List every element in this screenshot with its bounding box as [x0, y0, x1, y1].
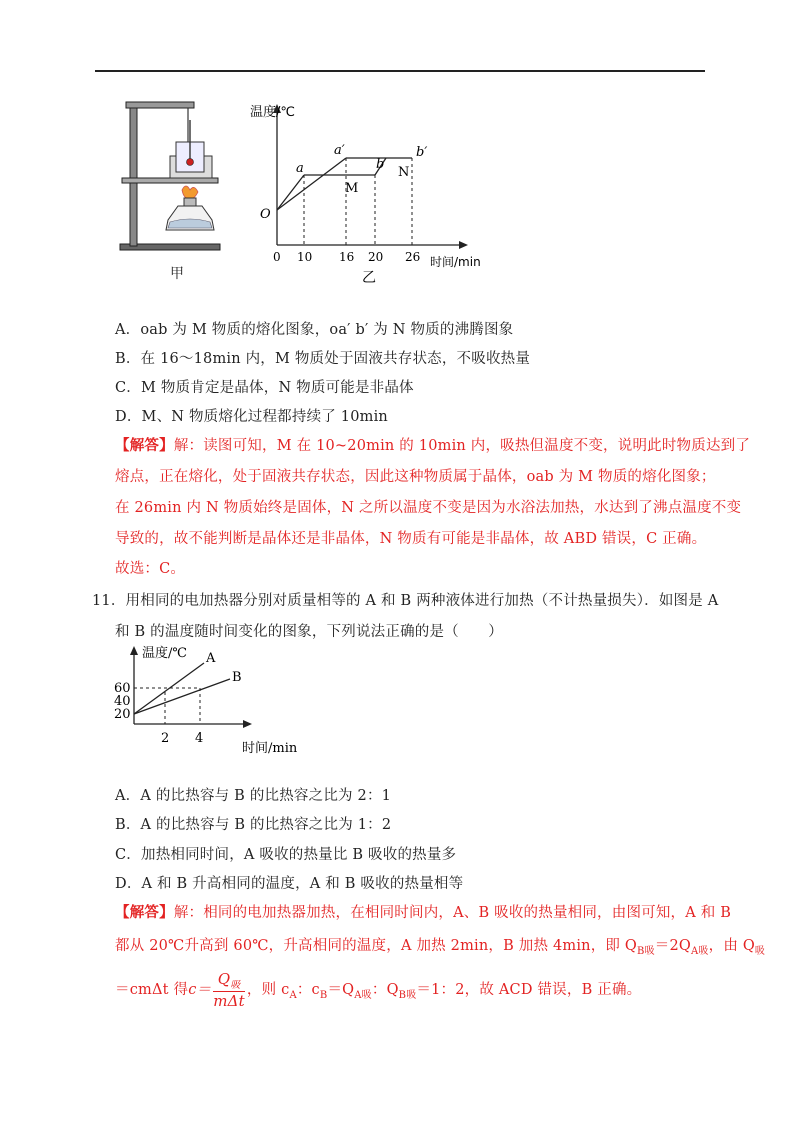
q11-stem-line-2: 和 B 的温度随时间变化的图象，下列说法正确的是（ ）: [115, 624, 503, 640]
q10-answer-line-1: [115, 434, 750, 455]
q11-y-tick-20: 20: [114, 707, 131, 722]
q11-sub-b-absorb: B吸: [637, 945, 655, 957]
q11-colon2: ：Q: [371, 982, 399, 998]
figure-jia-caption: 甲: [170, 266, 184, 282]
figure-yi-caption: 乙: [362, 270, 376, 286]
q10-answer-line-3: 在 26min 内 N 物质始终是固体，N 之所以温度不变是因为水浴法加热，水达到了沸点温度不变: [115, 500, 742, 516]
q10-option-a: A．oab 为 M 物质的熔化图象，oa′ b′ 为 N 物质的沸腾图象: [115, 322, 514, 338]
q11-answer-final: ＝1：2，故 ACD 错误，B 正确。: [416, 982, 642, 998]
q11-stem-line-1: 11．用相同的电加热器分别对质量相等的 A 和 B 两种液体进行加热（不计热量损失）．如图是 A: [92, 593, 719, 609]
q11-formula-denominator: mΔt: [213, 992, 245, 1010]
series-A-line: [134, 663, 204, 714]
q11-formula-num-sub: 吸: [230, 980, 241, 991]
q10-answer-text-1: 解：读图可知，M 在 10~20min 的 10min 内，吸热但温度不变，说明此时物质达到了: [173, 438, 751, 454]
q10-answer-line-5: 故选：C。: [115, 561, 186, 577]
chart-ylabel: 温度/℃: [250, 105, 295, 120]
q11-ylabel: 温度/℃: [142, 646, 187, 661]
q11-answer-post: ，则 c: [246, 982, 290, 998]
q11-y-axis-arrow: [130, 646, 138, 655]
q11-y-tick-40: 40: [114, 694, 131, 709]
series-B-label: B: [232, 670, 242, 685]
q11-formula-pre: ＝cmΔt 得: [115, 982, 189, 998]
point-b-label: b: [376, 157, 385, 172]
curve-N-rise: [277, 158, 346, 210]
point-a-prime-label: a′: [334, 143, 345, 158]
q11-x-tick-4: 4: [195, 731, 204, 746]
q11-colon: ：c: [296, 982, 320, 998]
q11-answer-line-2: [115, 934, 765, 957]
q11-formula-lhs: c＝: [188, 982, 212, 998]
q11-chart-svg: [110, 644, 320, 756]
q11-xlabel: 时间/min: [242, 741, 298, 756]
q11-answer-line-1: [115, 901, 731, 922]
q11-option-b: B．A 的比热容与 B 的比热容之比为 1：2: [115, 817, 392, 833]
x-tick-26: 26: [405, 250, 421, 264]
q11-answer-tag: 【解答】: [115, 904, 174, 921]
chart-xlabel: 时间/min: [430, 255, 481, 269]
q11-y-tick-60: 60: [114, 681, 131, 696]
q11-eq: ＝Q: [327, 982, 355, 998]
q10-answer-line-2: 熔点，正在熔化，处于固液共存状态，因此这种物质属于晶体，oab 为 M 物质的熔化图象；: [115, 469, 716, 485]
x-tick-16: 16: [339, 250, 355, 264]
series-N-label: N: [398, 165, 410, 180]
x-tick-20: 20: [368, 250, 384, 264]
q10-option-c: C．M 物质肯定是晶体，N 物质可能是非晶体: [115, 380, 414, 396]
x-axis-arrow: [459, 241, 468, 249]
top-rule: [95, 70, 705, 72]
apparatus-figure: [118, 98, 236, 258]
x-tick-0: 0: [273, 250, 281, 264]
point-b-prime-label: b′: [416, 145, 428, 160]
q11-answer-tail: ，由 Q: [708, 938, 755, 954]
q10-option-b: B．在 16～18min 内，M 物质处于固液共存状态，不吸收热量: [115, 351, 531, 367]
q11-chart: [110, 644, 320, 756]
q11-answer-mid: ＝2Q: [654, 938, 691, 954]
q11-answer-line-3: [115, 970, 641, 1010]
q11-sub-QB: B吸: [398, 989, 417, 1001]
series-A-label: A: [206, 651, 216, 666]
series-M-label: M: [345, 181, 359, 196]
q11-sub-absorb: 吸: [754, 945, 766, 957]
q11-sub-cB: B: [319, 989, 328, 1001]
x-tick-10: 10: [297, 250, 313, 264]
q11-formula-num-q: Q: [217, 970, 231, 988]
q11-x-axis-arrow: [243, 720, 252, 728]
q11-formula-numerator: [213, 970, 245, 992]
q10-answer-line-4: 导致的，故不能判断是晶体还是非晶体，N 物质有可能是非晶体，故 ABD 错误，C 正确。: [115, 531, 707, 547]
melting-chart: [250, 100, 490, 295]
heating-apparatus-illustration: [118, 98, 236, 258]
series-B-line: [134, 679, 230, 714]
q11-x-tick-2: 2: [161, 731, 170, 746]
q11-sub-a-absorb: A吸: [691, 945, 709, 957]
q11-option-c: C．加热相同时间，A 吸收的热量比 B 吸收的热量多: [115, 847, 457, 863]
q11-sub-QA: A吸: [354, 989, 372, 1001]
q10-answer-tag: 【解答】: [115, 437, 174, 454]
q11-formula-fraction: [213, 970, 245, 1010]
q10-option-d: D．M、N 物质熔化过程都持续了 10min: [115, 409, 388, 425]
q11-option-d: D．A 和 B 升高相同的温度，A 和 B 吸收的热量相等: [115, 876, 464, 892]
q11-answer-text-2: 都从 20℃升高到 60℃，升高相同的温度，A 加热 2min，B 加热 4min，即 Q: [115, 938, 638, 954]
q11-answer-text-1: 解：相同的电加热器加热，在相同时间内，A、B 吸收的热量相同，由图可知，A 和 B: [173, 905, 732, 921]
melting-chart-svg: [250, 100, 490, 295]
q11-option-a: A．A 的比热容与 B 的比热容之比为 2：1: [115, 788, 392, 804]
point-a-label: a: [296, 161, 304, 176]
q11-sub-cA: A: [289, 989, 297, 1001]
origin-label: O: [260, 207, 271, 222]
